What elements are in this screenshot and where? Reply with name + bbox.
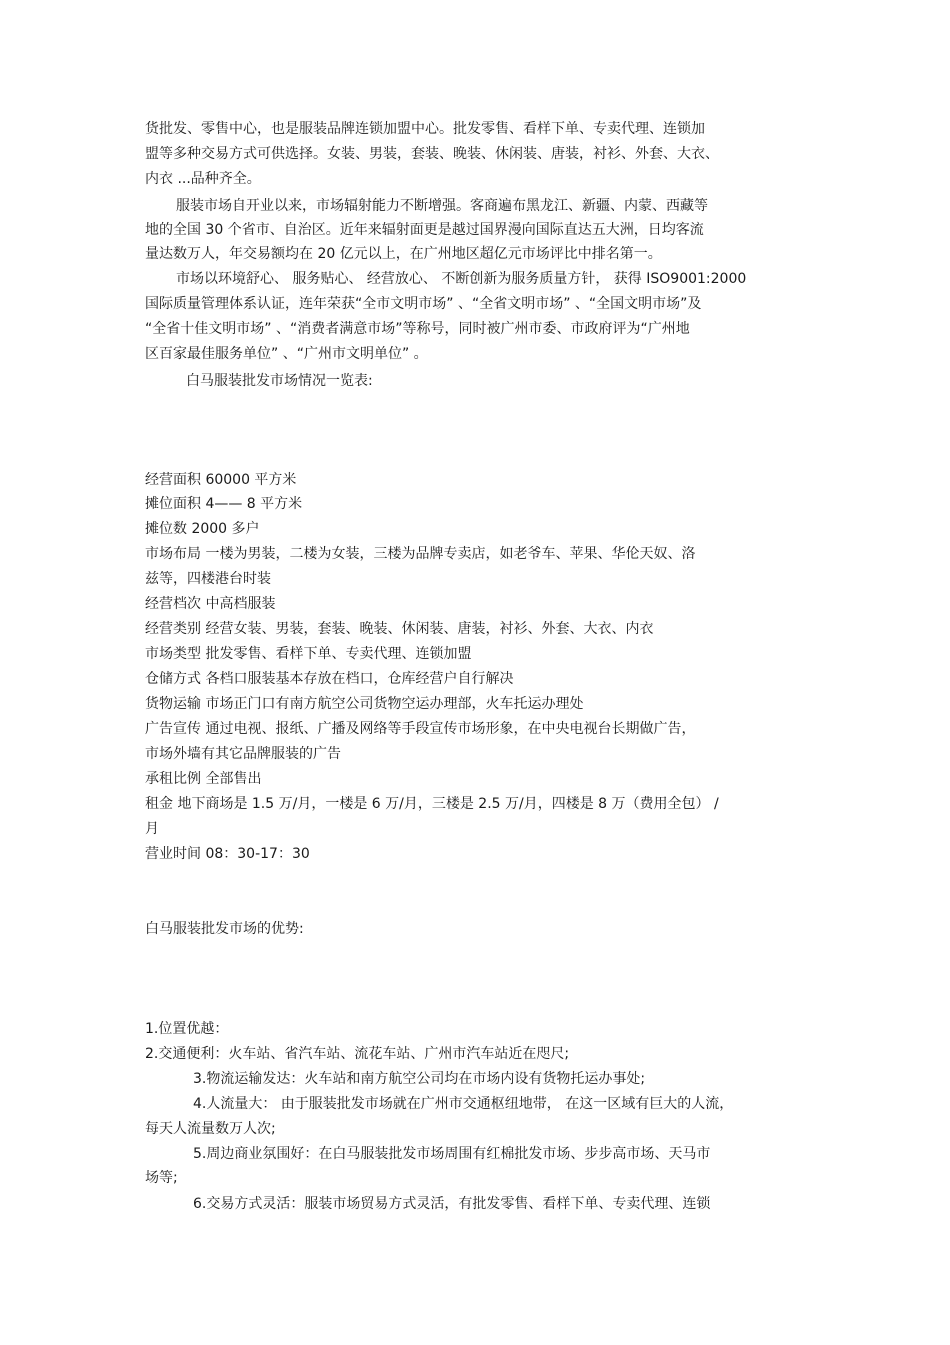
info-line: 兹等，四楼港台时装 <box>145 571 271 587</box>
info-line: 租金 地下商场是 1.5 万/月，一楼是 6 万/月，三楼是 2.5 万/月，四楼是 8 万（费用全包） / <box>145 796 719 812</box>
info-line: 承租比例 全部售出 <box>145 771 262 787</box>
info-line: 市场布局 一楼为男装，二楼为女装，三楼为品牌专卖店，如老爷车、苹果、华伦天奴、洛 <box>145 546 696 562</box>
text-line: 国际质量管理体系认证，连年荣获“全市文明市场” 、“全省文明市场” 、“全国文明市场”及 <box>145 296 702 312</box>
text-line: 地的全国 30 个省市、自治区。近年来辐射面更是越过国界漫向国际直达五大洲，日均客流 <box>145 222 704 238</box>
text-line: 盟等多种交易方式可供选择。女装、男装，套装、晚装、休闲装、唐装，衬衫、外套、大衣、 <box>145 146 719 162</box>
info-line: 经营类别 经营女装、男装，套装、晚装、休闲装、唐装，衬衫、外套、大衣、内衣 <box>145 621 654 637</box>
text-line: 市场以环境舒心、 服务贴心、 经营放心、 不断创新为服务质量方针， 获得 ISO9001:2000 <box>176 271 747 287</box>
list-item: 4.人流量大： 由于服装批发市场就在广州市交通枢纽地带， 在这一区域有巨大的人流， <box>193 1096 734 1112</box>
text-line: “全省十佳文明市场” 、“消费者满意市场”等称号，同时被广州市委、市政府评为“广州地 <box>145 321 690 337</box>
text-line: 内衣 ...品种齐全。 <box>145 171 261 187</box>
info-line: 仓储方式 各档口服装基本存放在档口，仓库经营户自行解决 <box>145 671 514 687</box>
advantages-heading: 白马服装批发市场的优势: <box>145 921 304 937</box>
list-item: 场等; <box>145 1170 178 1186</box>
info-line: 月 <box>145 821 159 837</box>
list-item: 5.周边商业氛围好：在白马服装批发市场周围有红棉批发市场、步步高市场、天马市 <box>193 1146 711 1162</box>
list-item: 每天人流量数万人次; <box>145 1121 276 1137</box>
info-line: 市场类型 批发零售、看样下单、专卖代理、连锁加盟 <box>145 646 472 662</box>
info-line: 摊位面积 4—— 8 平方米 <box>145 496 303 512</box>
info-line: 市场外墙有其它品牌服装的广告 <box>145 746 341 762</box>
text-line: 服装市场自开业以来，市场辐射能力不断增强。客商遍布黑龙江、新疆、内蒙、西藏等 <box>176 198 708 214</box>
info-line: 摊位数 2000 多户 <box>145 521 260 537</box>
info-line: 营业时间 08：30-17：30 <box>145 846 310 862</box>
info-line: 货物运输 市场正门口有南方航空公司货物空运办理部，火车托运办理处 <box>145 696 584 712</box>
text-line: 量达数万人，年交易额均在 20 亿元以上，在广州地区超亿元市场评比中排名第一。 <box>145 246 662 262</box>
list-item: 6.交易方式灵活：服装市场贸易方式灵活，有批发零售、看样下单、专卖代理、连锁 <box>193 1196 711 1212</box>
list-item: 3.物流运输发达：火车站和南方航空公司均在市场内设有货物托运办事处; <box>193 1071 646 1087</box>
info-line: 广告宣传 通过电视、报纸、广播及网络等手段宣传市场形象，在中央电视台长期做广告， <box>145 721 696 737</box>
list-item: 1.位置优越： <box>145 1021 229 1037</box>
info-line: 经营档次 中高档服装 <box>145 596 276 612</box>
text-line: 区百家最佳服务单位” 、“广州市文明单位” 。 <box>145 346 428 362</box>
text-line: 货批发、零售中心，也是服装品牌连锁加盟中心。批发零售、看样下单、专卖代理、连锁加 <box>145 121 705 137</box>
info-line: 经营面积 60000 平方米 <box>145 472 297 488</box>
table-heading: 白马服装批发市场情况一览表: <box>186 373 373 389</box>
list-item: 2.交通便利：火车站、省汽车站、流花车站、广州市汽车站近在咫尺; <box>145 1046 570 1062</box>
